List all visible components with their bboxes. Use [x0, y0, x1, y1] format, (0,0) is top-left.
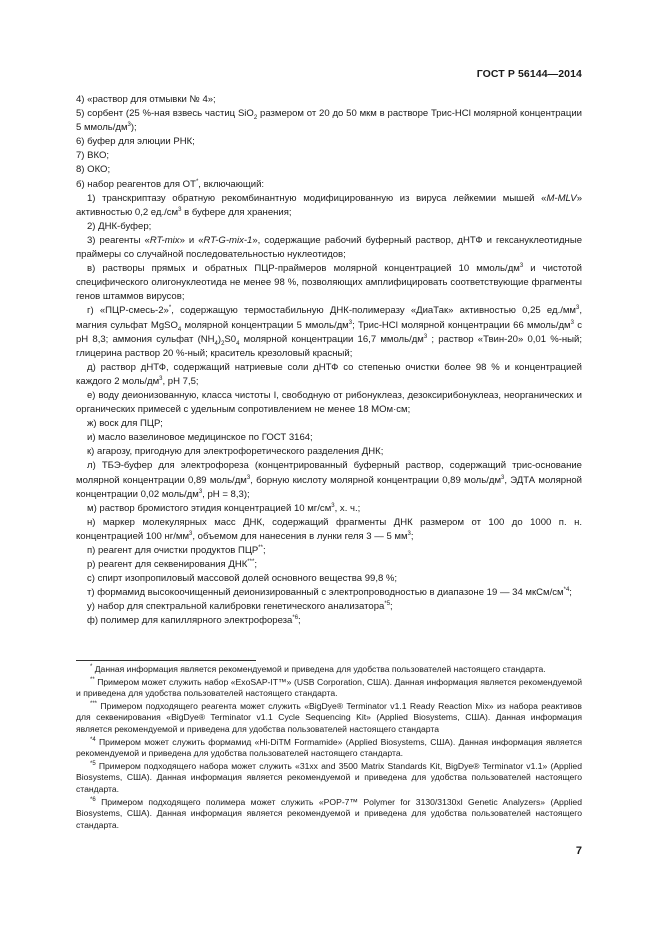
list-item	[76, 614, 582, 628]
item-text: ;	[569, 587, 572, 599]
list-item: с) спирт изопропиловый массовой долей основного вещества 99,8 %;	[87, 573, 398, 585]
list-item: и) масло вазелиновое медицинское по ГОСТ 3164;	[87, 432, 313, 444]
superscript: 3	[127, 122, 131, 129]
footnote-text: Данная информация является рекомендуемой и приведена для удобства пользователей настоящего стандарта.	[92, 664, 546, 674]
item-text: 1) транскриптазу обратную рекомбинантную модифицированную из вируса лейкемии мышей «	[87, 192, 547, 204]
item-text: м) раствор бромистого этидия концентрацией 10 мг/см	[87, 502, 332, 514]
footnote-text: Примером подходящего набора может служить «31xx and 3500 Matrix Standards Kit, BigDye® Terminator v1.1» (Applied Biosystems, США). Данная информация является рекомендуемой и приведена для удобства пользователей настоящего стандарта.	[76, 760, 582, 794]
item-text: );	[130, 122, 137, 134]
footnote-mark: ***	[90, 700, 98, 707]
item-text: размером от 20 до 50 мкм в растворе Трис-HCl молярной концентрации 5 ммоль/дм	[76, 108, 582, 134]
list-item	[76, 178, 582, 192]
subscript: 4	[236, 340, 240, 347]
list-item: 7) ВКО;	[76, 150, 110, 162]
item-text: молярной концентрации 16,7 ммоль/дм	[239, 333, 424, 345]
footnote-text: Примером подходящего полимера может служить «POP-7™ Polymer for 3130/3130xl Genetic Analyzers» (Applied Biosystems, США). Данная информация является рекомендуемой и приведена для удобства пользователей настоящего стандарта.	[76, 796, 582, 830]
item-text: » активностью 0,2 ед./см	[76, 192, 582, 218]
item-text: 5) сорбент (25 %-ная взвесь частиц SiO	[76, 108, 254, 120]
list-item: 2) ДНК-буфер;	[87, 220, 152, 232]
list-item	[76, 600, 582, 614]
superscript: 3	[246, 474, 251, 481]
footnote-ref: *	[195, 178, 199, 185]
footnote-ref: *4	[563, 587, 570, 594]
item-text: , объемом для нанесения в лунки геля 3 — 5 мм	[192, 530, 408, 542]
footnote	[76, 664, 582, 676]
item-text: ;	[254, 559, 257, 571]
list-item	[76, 192, 582, 220]
footnote-text: Примером может служить формамид «Hi-DiTM Formamide» (Applied Biosystems, США). Данная информация является рекомендуемой и приведена для удобства пользователей настоящего стандарта.	[76, 736, 582, 759]
footnote-mark: *4	[90, 736, 96, 743]
item-text: , х. ч.;	[334, 502, 361, 514]
item-text: ;	[410, 530, 414, 542]
superscript: 3	[501, 474, 505, 481]
item-text: , ЭДТА молярной концентрации 0,02 моль/дм	[76, 474, 583, 500]
subscript: 4	[177, 326, 182, 333]
item-text: 3) реагенты «	[87, 234, 150, 246]
footnote-mark: *6	[90, 796, 96, 803]
document-header: ГОСТ Р 56144—2014	[476, 68, 582, 80]
item-text: у) набор для спектральной калибровки генетического анализатора	[87, 601, 385, 613]
item-text: п) реагент для очистки продуктов ПЦР	[87, 545, 259, 556]
superscript: 3	[159, 375, 163, 382]
superscript: 3	[189, 530, 193, 537]
list-item	[76, 361, 582, 389]
document-body	[76, 93, 582, 629]
list-item	[76, 262, 582, 304]
list-item	[76, 544, 582, 558]
footnote-mark: **	[90, 676, 95, 683]
footnote	[76, 701, 582, 736]
superscript: 3	[576, 305, 580, 312]
footnote-ref: *5	[384, 601, 391, 608]
item-text: , магния сульфат MgSO	[76, 305, 582, 331]
footnote-ref: *	[168, 305, 172, 312]
item-text: 4) «раствор для отмывки № 4»;	[76, 94, 216, 105]
item-text: молярной концентрации 5 ммоль/дм	[181, 319, 349, 331]
item-text: S0	[224, 333, 237, 345]
item-text: , борную кислоту молярной концентрации 0,89 моль/дм	[250, 474, 502, 486]
footnotes	[76, 664, 582, 832]
item-text: и чистотой специфического олигонуклеотида не менее 98 %, позволяющих амплифицировать соответствующие фрагменты генов штаммов вирусов;	[76, 263, 582, 303]
item-text: н) маркер молекулярных масс ДНК, содержащий фрагменты ДНК размером от 100 до 1000 п. н. концентрацией 100 нг/мм	[76, 516, 582, 542]
item-text: р) реагент для секвенирования ДНК	[87, 559, 248, 571]
item-text: )	[217, 333, 222, 345]
page-number: 7	[575, 845, 582, 857]
item-text: ; Трис-HCl молярной концентрации 66 ммоль/дм	[352, 319, 571, 331]
list-item	[76, 558, 582, 572]
footnote-divider	[76, 660, 256, 661]
footnote	[76, 737, 582, 760]
item-text-italic: M-MLV	[546, 192, 577, 204]
item-text: ;	[262, 545, 266, 556]
item-text: б) набор реагентов для ОТ	[76, 178, 196, 190]
list-item: 6) буфер для элюции РНК;	[76, 136, 195, 148]
footnote-ref: **	[258, 544, 263, 551]
footnote-ref: *6	[292, 615, 299, 622]
item-text: , включающий:	[198, 178, 265, 190]
item-text-italic: RT-mix	[149, 234, 180, 246]
list-item: е) воду деионизованную, класса чистоты I, свободную от рибонуклеаз, дезоксирибонуклеаз, неорганических и органических примесей с удельным сопротивлением не менее 18 МОм·см;	[76, 389, 582, 416]
item-text: , pH = 8,3);	[202, 488, 250, 500]
footnote	[76, 761, 582, 796]
list-item	[76, 459, 582, 501]
superscript: 3	[348, 319, 353, 326]
list-item	[76, 93, 582, 107]
footnote	[76, 677, 582, 700]
footnote-text: Примером подходящего реагента может служить «BigDye® Terminator v1.1 Ready Reaction Mix» из набора реактивов для секвенирования «BigDye® Terminator v1.1 Cycle Sequencing Kit» (Applied Biosystems, США). Данная информация является рекомендуемой и приведена для удобства пользователей настоящего стандарта	[76, 700, 582, 734]
list-item	[76, 586, 582, 600]
item-text: , pH 7,5;	[162, 375, 199, 387]
superscript: 3	[331, 502, 335, 509]
footnote-text: Примером может служить набор «ExoSAP-IT™» (USB Corporation, США). Данная информация является рекомендуемой и приведена для удобства пользователей настоящего стандарта.	[76, 676, 582, 699]
subscript: 4	[214, 340, 218, 347]
superscript: 3	[570, 319, 574, 326]
item-text: в буфере для хранения;	[181, 206, 292, 218]
list-item	[76, 107, 582, 135]
footnote-mark: *	[90, 664, 93, 671]
subscript: 2	[253, 115, 258, 121]
list-item	[76, 234, 582, 262]
list-item	[76, 304, 582, 360]
list-item: 8) ОКО;	[76, 164, 111, 176]
item-text: д) раствор дНТФ, содержащий натриевые соли дНТФ со степенью очистки более 98 % и концентрацией каждого 2 моль/дм	[76, 361, 582, 387]
superscript: 3	[407, 530, 411, 537]
list-item: к) агарозу, пригодную для электрофоретического разделения ДНК;	[87, 446, 384, 458]
item-text: ;	[298, 615, 301, 627]
item-text-italic: RT-G-mix-1	[203, 234, 253, 246]
item-text: ;	[390, 601, 393, 613]
superscript: 3	[423, 333, 428, 340]
superscript: 3	[178, 206, 182, 213]
item-text: ф) полимер для капиллярного электрофореза	[87, 615, 293, 627]
item-text: , содержащую термостабильную ДНК-полимеразу «ДиаТак» активностью 0,25 ед./мм	[171, 305, 576, 317]
footnote	[76, 797, 582, 832]
item-text: с pH 8,3; аммония сульфат (NH	[76, 319, 582, 345]
item-text: в) растворы прямых и обратных ПЦР-праймеров молярной концентрацией 10 ммоль/дм	[87, 263, 520, 275]
item-text: г) «ПЦР-смесь-2»	[87, 305, 169, 317]
item-text: т) формамид высокоочищенный деионизированный с электропроводностью в диапазоне 19 — 34 мкСм/см	[87, 587, 564, 599]
list-item	[76, 502, 582, 516]
item-text: », содержащие рабочий буферный раствор, дНТФ и гексануклеотидные праймеры со случайной последовательностью нуклеотидов;	[76, 234, 582, 261]
item-text: » и «	[179, 234, 204, 246]
superscript: 3	[198, 488, 203, 495]
footnote-ref: ***	[247, 558, 255, 565]
item-text: ; раствор «Твин-20» 0,01 %-ный; глицерина раствор 20 %-ный; краситель крезоловый красный;	[76, 333, 582, 359]
list-item: ж) воск для ПЦР;	[87, 418, 163, 430]
superscript: 3	[519, 262, 524, 269]
item-text: л) ТБЭ-буфер для электрофореза (концентрированный буферный раствор, содержащий трис-основание молярной концентрации 0,89 моль/дм	[76, 460, 582, 486]
list-item	[76, 516, 582, 544]
footnote-mark: *5	[90, 760, 96, 767]
subscript: 2	[221, 340, 225, 347]
